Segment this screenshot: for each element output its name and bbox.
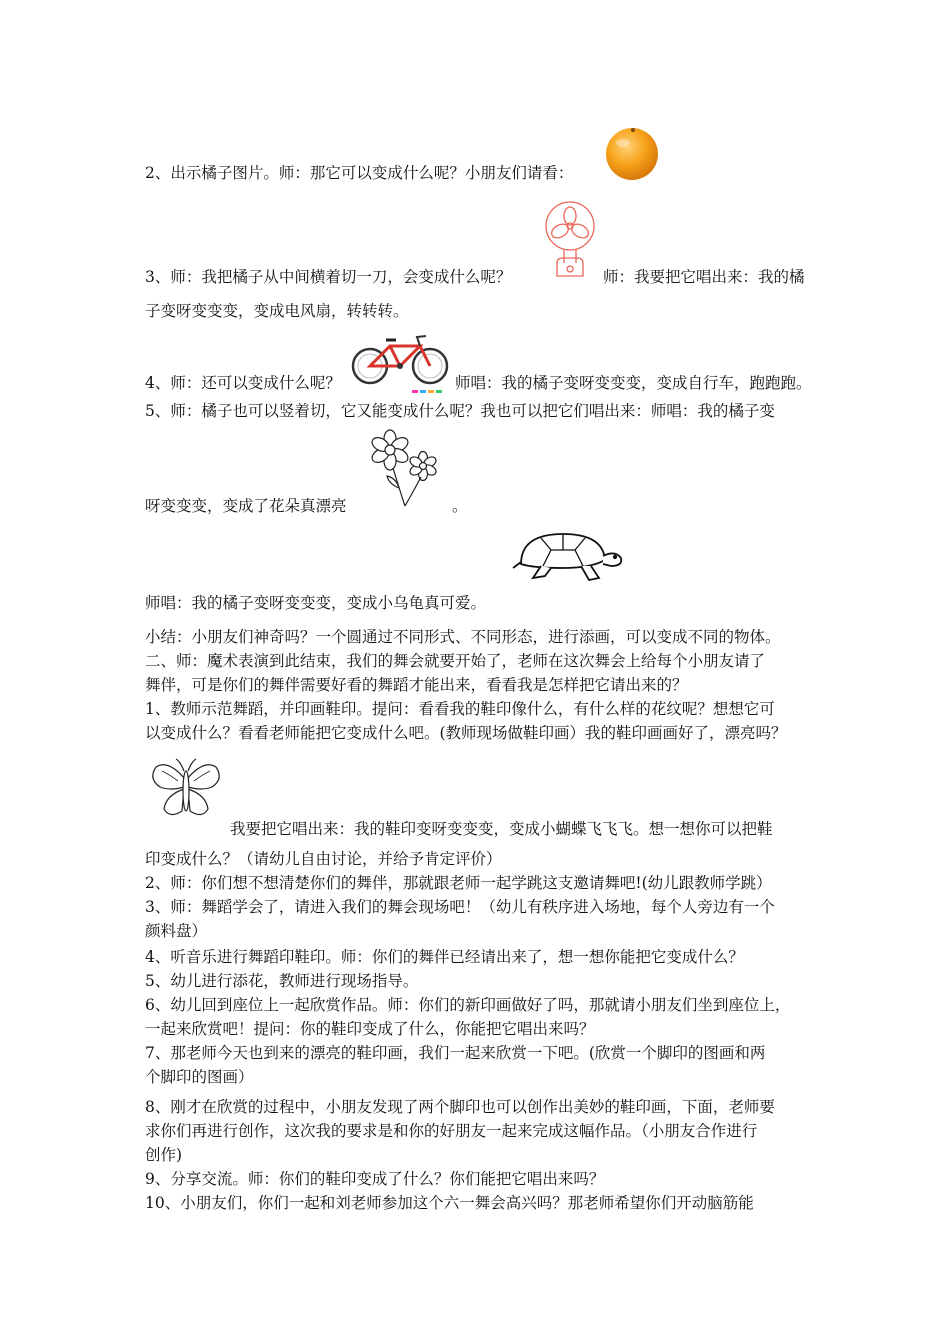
section-two-line-1: 二、师：魔术表演到此结束，我们的舞会就要开始了，老师在这次舞会上给每个小朋友请了 (145, 652, 766, 670)
paragraph-line-bike-song: 师唱：我的橘子变呀变变变，变成自行车，跑跑跑。 (455, 374, 812, 392)
step8-line-2: 求你们再进行创作，这次我的要求是和你的好朋友一起来完成这幅作品。（小朋友合作进行 (145, 1122, 758, 1140)
step7-line-1: 7、那老师今天也到来的漂亮的鞋印画，我们一起来欣赏一下吧。(欣赏一个脚印的图画和两 (145, 1044, 766, 1062)
step5-line: 5、幼儿进行添花，教师进行现场指导。 (145, 972, 419, 990)
step1-line-2: 以变成什么？看看老师能把它变成什么吧。(教师现场做鞋印画）我的鞋印画画好了，漂亮吗？ (145, 724, 787, 742)
step9-line: 9、分享交流。师：你们的鞋印变成了什么？你们能把它唱出来吗？ (145, 1170, 605, 1188)
paragraph-line-bike-question: 4、师：还可以变成什么呢？ (145, 374, 341, 392)
paragraph-line-fan-song-cont: 子变呀变变变，变成电风扇，转转转。 (145, 302, 409, 320)
step1-line-1: 1、教师示范舞蹈，并印画鞋印。提问：看看我的鞋印像什么，有什么样的花纹呢？想想它可 (145, 700, 775, 718)
step8-line-1: 8、刚才在欣赏的过程中，小朋友发现了两个脚印也可以创作出美妙的鞋印画，下面，老师要 (145, 1098, 775, 1116)
paragraph-line-fan-question: 3、师：我把橘子从中间横着切一刀，会变成什么呢？ (145, 268, 512, 286)
step6-line-2: 一起来欣赏吧！提问：你的鞋印变成了什么，你能把它唱出来吗？ (145, 1020, 595, 1038)
flower-drawing (363, 428, 443, 510)
step4-line: 4、听音乐进行舞蹈印鞋印。师：你们的舞伴已经请出来了，想一想你能把它变成什么？ (145, 948, 744, 966)
step1-line-4: 印变成什么？（请幼儿自由讨论，并给予肯定评价） (145, 850, 502, 868)
paragraph-line-flower-song: 呀变变变，变成了花朵真漂亮 (145, 497, 347, 515)
paragraph-line-turtle-song: 师唱：我的橘子变呀变变变，变成小乌龟真可爱。 (145, 594, 487, 612)
summary-line: 小结：小朋友们神奇吗？一个圆通过不同形式、不同形态，进行添画，可以变成不同的物体。 (145, 628, 781, 646)
step10-line: 10、小朋友们，你们一起和刘老师参加这个六一舞会高兴吗？那老师希望你们开动脑筋能 (145, 1194, 754, 1212)
paragraph-line-fan-song: 师：我要把它唱出来：我的橘 (603, 268, 805, 286)
step7-line-2: 个脚印的图画） (145, 1068, 254, 1086)
step8-line-3: 创作) (145, 1146, 183, 1164)
section-two-line-2: 舞伴，可是你们的舞伴需要好看的舞蹈才能出来，看看我是怎样把它请出来的？ (145, 676, 688, 694)
step1-line-3: 我要把它唱出来：我的鞋印变呀变变变，变成小蝴蝶飞飞飞。想一想你可以把鞋 (230, 820, 773, 838)
electric-fan-drawing (543, 200, 597, 280)
bicycle-image (350, 332, 452, 394)
turtle-drawing (511, 526, 627, 588)
step2-line: 2、师：你们想不想清楚你们的舞伴，那就跟老师一起学跳这支邀请舞吧!(幼儿跟教师学跳） (145, 874, 772, 892)
paragraph-line-orange: 2、出示橘子图片。师：那它可以变成什么呢？小朋友们请看： (145, 164, 574, 182)
butterfly-drawing (148, 757, 224, 823)
paragraph-line-vertical-cut: 5、师：橘子也可以竖着切，它又能变成什么呢？我也可以把它们唱出来：师唱：我的橘子变 (145, 402, 775, 420)
step3-line-1: 3、师：舞蹈学会了，请进入我们的舞会现场吧！（幼儿有秩序进入场地，每个人旁边有一个 (145, 898, 775, 916)
step3-line-2: 颜料盘） (145, 922, 208, 940)
step6-line-1: 6、幼儿回到座位上一起欣赏作品。师：你们的新印画做好了吗，那就请小朋友们坐到座位上， (145, 996, 791, 1014)
paragraph-line-flower-end: 。 (452, 497, 468, 515)
orange-image (604, 125, 660, 181)
